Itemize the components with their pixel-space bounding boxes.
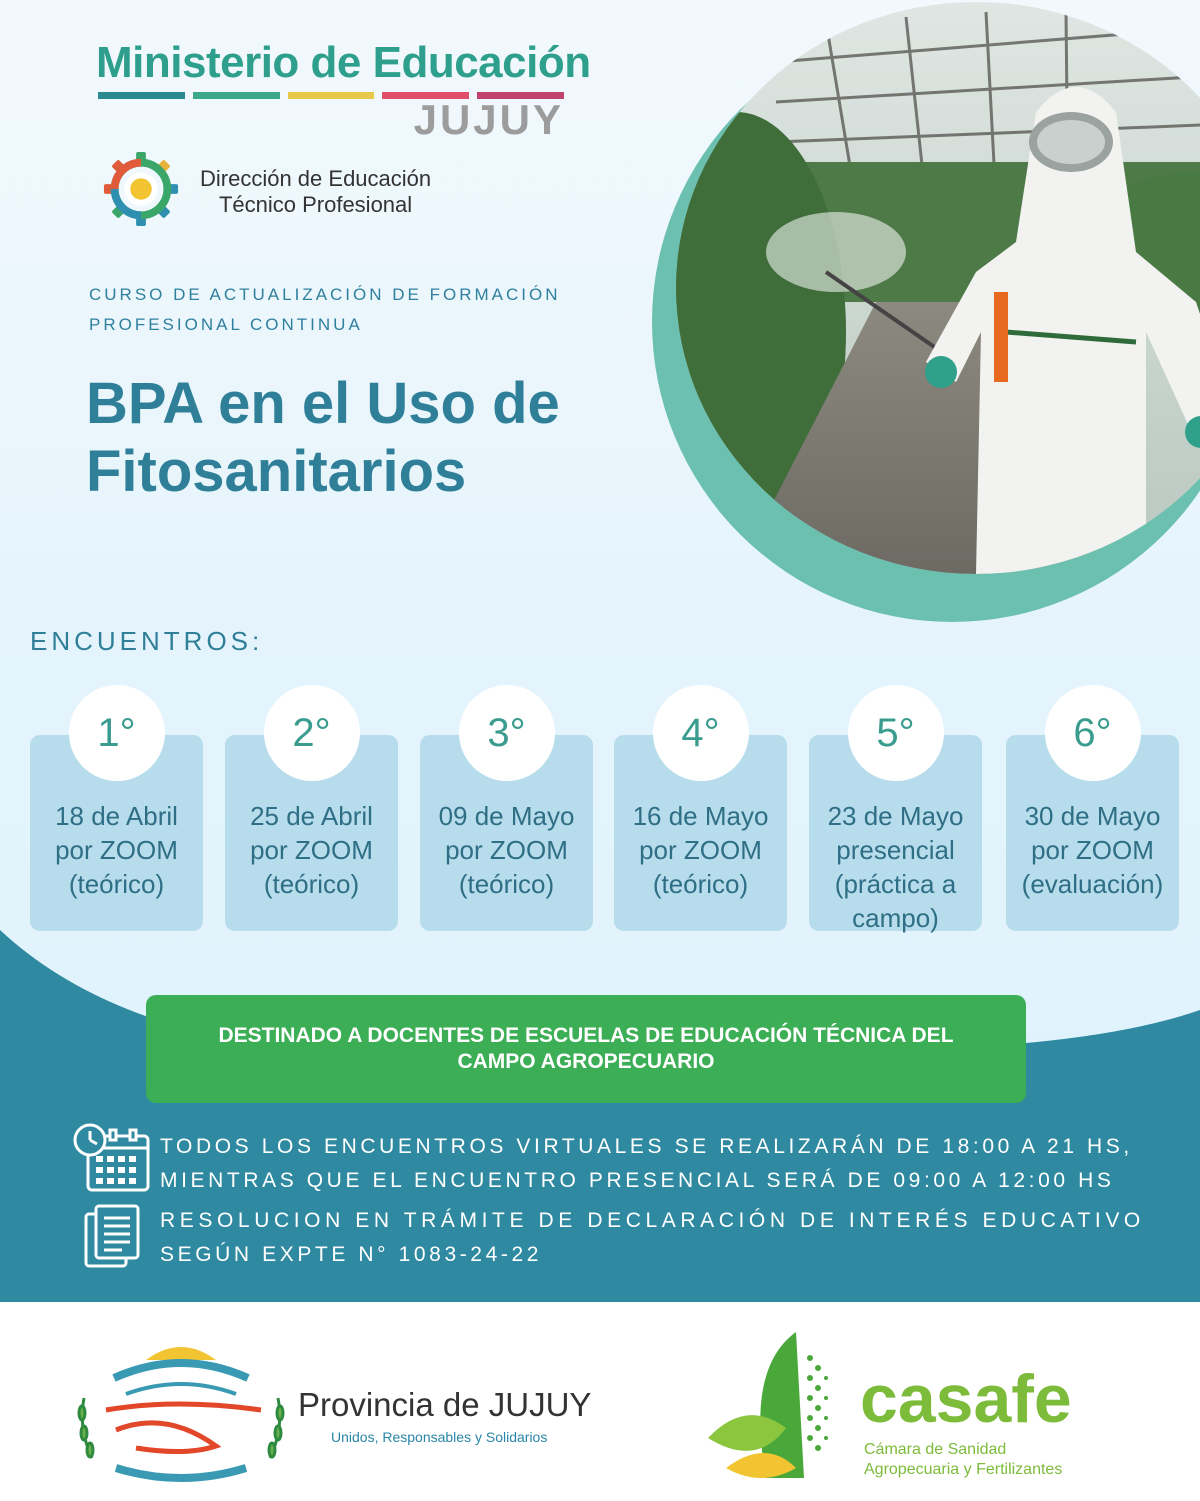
encuentro-number: 5° <box>848 685 944 781</box>
encuentro-type: (teórico) <box>68 869 165 899</box>
encuentro-mode: por ZOOM <box>1031 835 1154 865</box>
course-kicker-line2: PROFESIONAL CONTINUA <box>89 315 363 334</box>
encuentro-number: 3° <box>459 685 555 781</box>
encuentro-details <box>30 799 203 901</box>
banner-line1: DESTINADO A DOCENTES DE ESCUELAS DE EDUCACIÓN TÉCNICA DEL <box>218 1024 954 1047</box>
encuentro-date: 18 de Abril <box>55 801 178 831</box>
province-name: Provincia de JUJUY <box>298 1386 592 1423</box>
resolution-line1: RESOLUCION EN TRÁMITE DE DECLARACIÓN DE INTERÉS EDUCATIVO <box>160 1209 1145 1232</box>
calendar-clock-icon <box>72 1122 152 1194</box>
stripe <box>98 92 185 99</box>
direccion-name <box>200 166 431 218</box>
encuentro-mode: por ZOOM <box>250 835 373 865</box>
ministry-region: JUJUY <box>413 96 564 143</box>
casafe-leaf-logo <box>706 1328 856 1484</box>
course-kicker <box>89 280 560 340</box>
encuentro-type: (práctica a <box>834 869 957 899</box>
casafe-line2: Agropecuaria y Fertilizantes <box>864 1461 1063 1478</box>
encuentro-type: (teórico) <box>652 869 749 899</box>
encuentro-date: 09 de Mayo <box>438 801 575 831</box>
stripe <box>193 92 280 99</box>
encuentro-mode: por ZOOM <box>445 835 568 865</box>
direccion-line1: Dirección de Educación <box>200 166 432 191</box>
encuentro-date: 30 de Mayo <box>1024 801 1161 831</box>
encuentro-type-cont: campo) <box>852 903 939 933</box>
encuentro-date: 23 de Mayo <box>827 801 964 831</box>
encuentro-details <box>1006 799 1179 901</box>
resolution-line2: SEGÚN EXPTE N° 1083-24-22 <box>160 1243 543 1266</box>
course-title <box>86 370 560 506</box>
course-title-line1: BPA en el Uso de <box>86 371 560 436</box>
encuentro-type: (teórico) <box>263 869 360 899</box>
encuentros-label: ENCUENTROS: <box>30 626 264 656</box>
course-title-line2: Fitosanitarios <box>86 439 467 504</box>
encuentro-number: 1° <box>69 685 165 781</box>
casafe-subtitle <box>864 1440 1062 1480</box>
provincia-jujuy-logo <box>76 1338 286 1488</box>
encuentro-type: (teórico) <box>458 869 555 899</box>
document-icon <box>82 1204 146 1270</box>
encuentro-details <box>614 799 787 901</box>
encuentro-details <box>225 799 398 901</box>
province-slogan: Unidos, Responsables y Solidarios <box>331 1429 548 1445</box>
banner-line2: CAMPO AGROPECUARIO <box>457 1050 715 1073</box>
schedule-line2: MIENTRAS QUE EL ENCUENTRO PRESENCIAL SERÁ DE 09:00 A 12:00 HS <box>160 1169 1115 1192</box>
encuentro-details <box>420 799 593 901</box>
encuentro-number: 4° <box>653 685 749 781</box>
encuentro-type: (evaluación) <box>1021 869 1164 899</box>
encuentro-date: 25 de Abril <box>250 801 373 831</box>
stripe <box>288 92 375 99</box>
direccion-line2: Técnico Profesional <box>218 192 413 217</box>
ministry-title: Ministerio de Educación <box>96 38 591 87</box>
course-kicker-line1: CURSO DE ACTUALIZACIÓN DE FORMACIÓN <box>89 285 561 304</box>
casafe-line1: Cámara de Sanidad <box>864 1441 1007 1458</box>
encuentro-mode: presencial <box>836 835 955 865</box>
encuentro-date: 16 de Mayo <box>632 801 769 831</box>
gear-sun-icon <box>102 150 180 228</box>
encuentro-mode: por ZOOM <box>55 835 178 865</box>
schedule-line1: TODOS LOS ENCUENTROS VIRTUALES SE REALIZARÁN DE 18:00 A 21 HS, <box>160 1135 1133 1158</box>
encuentro-number: 6° <box>1045 685 1141 781</box>
encuentro-mode: por ZOOM <box>639 835 762 865</box>
encuentro-number: 2° <box>264 685 360 781</box>
casafe-name: casafe <box>860 1361 1072 1437</box>
target-audience-banner <box>146 995 1026 1103</box>
